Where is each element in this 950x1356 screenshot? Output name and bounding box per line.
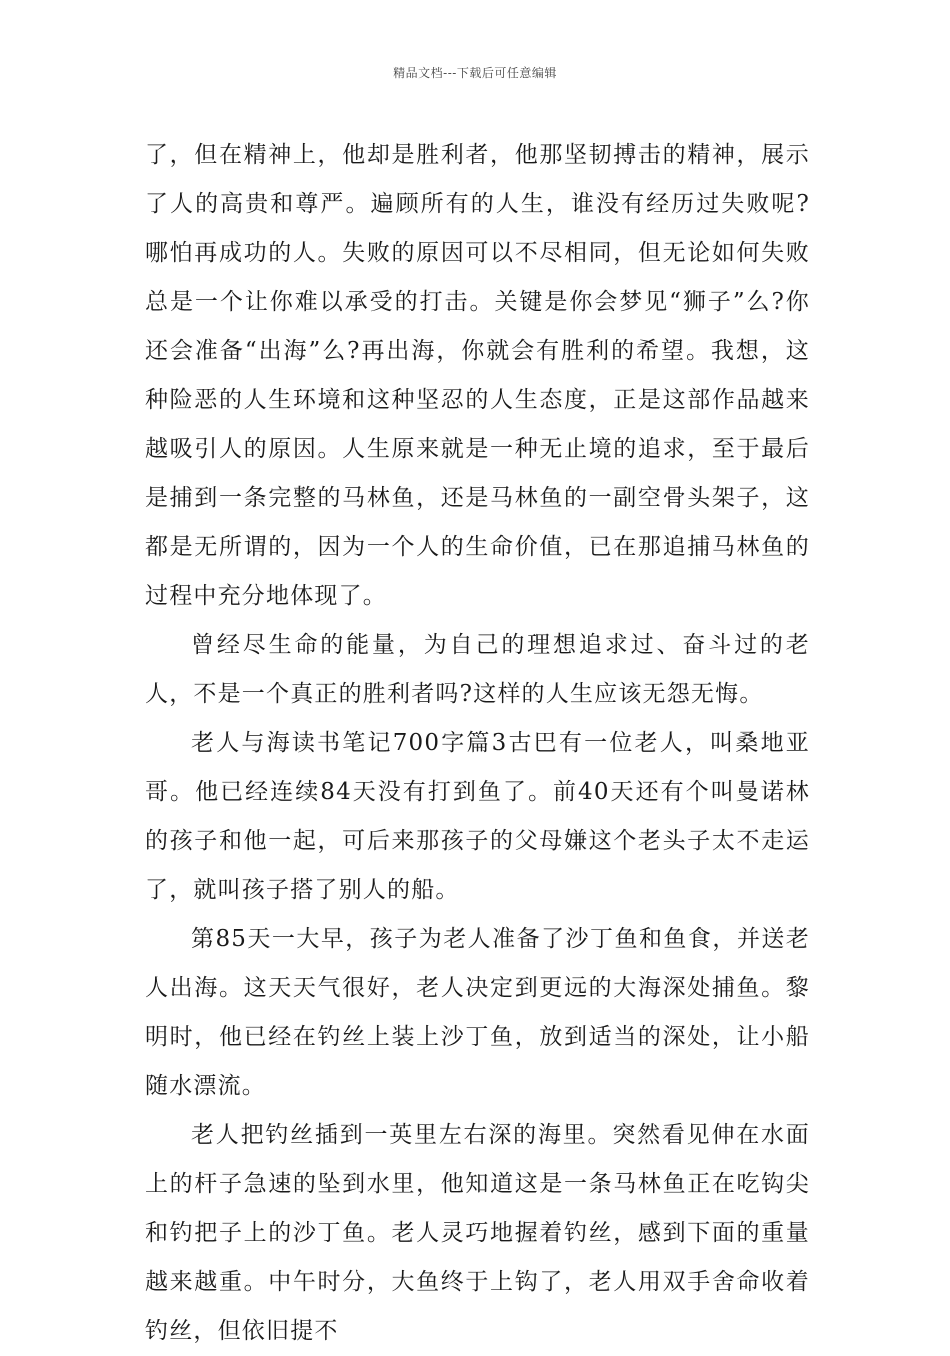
paragraph: 曾经尽生命的能量，为自己的理想追求过、奋斗过的老人，不是一个真正的胜利者吗?这样的人生应该无怨无悔。 [145,632,810,707]
page-header: 精品文档---下载后可任意编辑 [393,66,557,80]
paragraph: 了，但在精神上，他却是胜利者，他那坚韧搏击的精神，展示了人的高贵和尊严。遍顾所有的人生，谁没有经历过失败呢?哪怕再成功的人。失败的原因可以不尽相同，但无论如何失败总是一个让你难以承受的打击。关键是你会梦见“狮子”么?你还会准备“出海”么?再出海，你就会有胜利的希望。我想，这种险恶的人生环境和这种坚忍的人生态度，正是这部作品越来越吸引人的原因。人生原来就是一种无止境的追求，至于最后是捕到一条完整的马林鱼，还是马林鱼的一副空骨头架子，这都是无所谓的，因为一个人的生命价值，已在那追捕马林鱼的过程中充分地体现了。 [145,142,810,609]
paragraph: 老人与海读书笔记700字篇3古巴有一位老人，叫桑地亚哥。他已经连续84天没有打到鱼了。前40天还有个叫曼诺林的孩子和他一起，可后来那孩子的父母嫌这个老头子太不走运了，就叫孩子搭了别人的船。 [145,730,810,903]
document-body [145,131,810,1356]
paragraph: 第85天一大早，孩子为老人准备了沙丁鱼和鱼食，并送老人出海。这天天气很好，老人决定到更远的大海深处捕鱼。黎明时，他已经在钓丝上装上沙丁鱼，放到适当的深处，让小船随水漂流。 [145,926,810,1099]
paragraph: 老人把钓丝插到一英里左右深的海里。突然看见伸在水面上的杆子急速的坠到水里，他知道这是一条马林鱼正在吃钩尖和钓把子上的沙丁鱼。老人灵巧地握着钓丝，感到下面的重量越来越重。中午时分，大鱼终于上钩了，老人用双手舍命收着钓丝，但依旧提不 [145,1122,810,1344]
